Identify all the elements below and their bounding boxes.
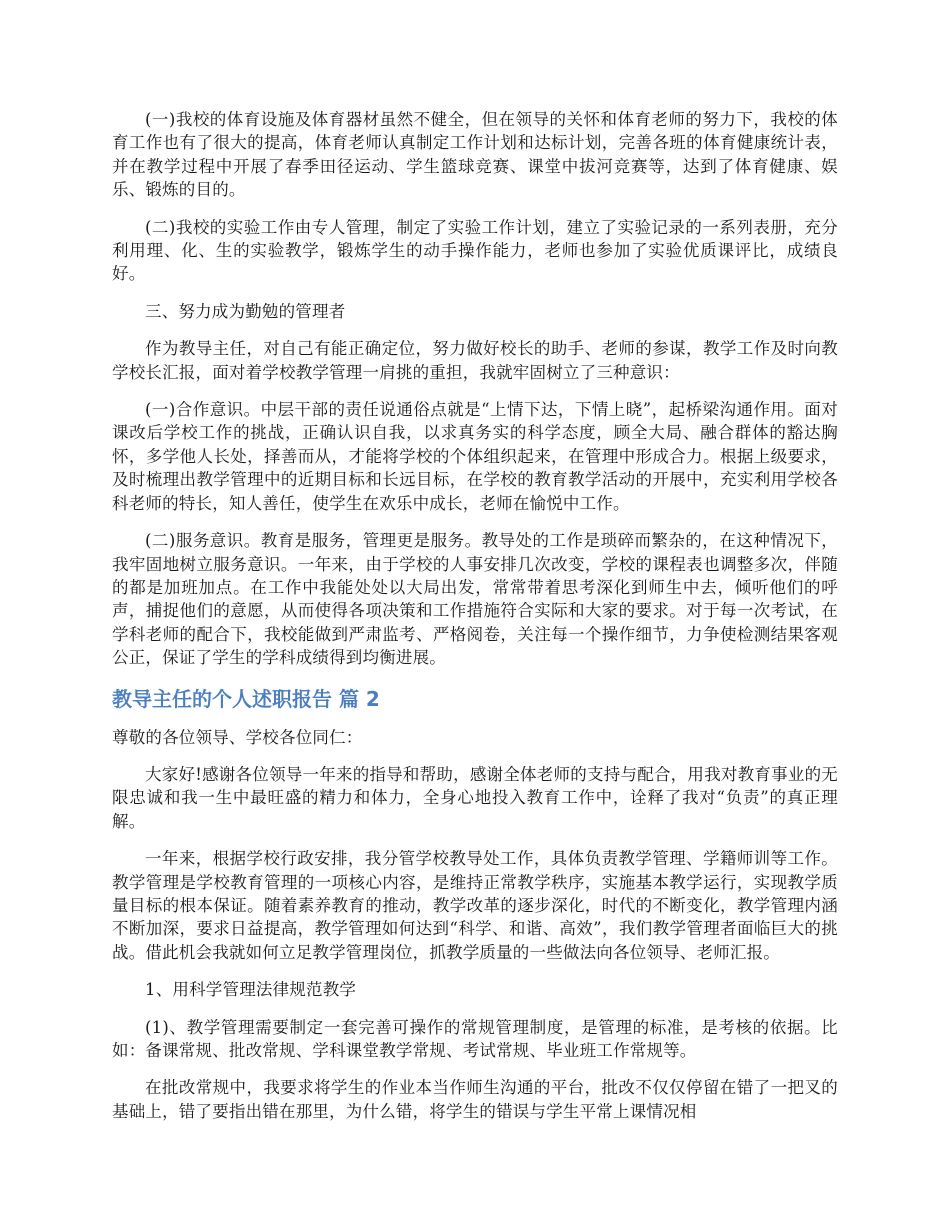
paragraph-cooperation-awareness: (一)合作意识。中层干部的责任说通俗点就是“上情下达，下情上晓”，起桥梁沟通作用。面对课改后学校工作的挑战，正确认识自我，以求真务实的科学态度，顾全大局、融合群体的豁达胸怀，多学他人长处，择善而从，才能将学校的个体组织起来，在管理中形成合力。根据上级要求，及时梳理出教学管理中的近期目标和长远目标，在学校的教育教学活动的开展中，充实利用学校各科老师的特长，知人善任，使学生在欢乐中成长，老师在愉悦中工作。 bbox=[112, 400, 838, 513]
paragraph-regulations: (1)、教学管理需要制定一套完善可操作的常规管理制度，是管理的标准，是考核的依据。比如：备课常规、批改常规、学科课堂教学常规、考试常规、毕业班工作常规等。 bbox=[112, 1017, 838, 1060]
paragraph-role-positioning: 作为教导主任，对自己有能正确定位，努力做好校长的助手、老师的参谋，教学工作及时向教学校长汇报，面对着学校教学管理一肩挑的重担，我就牢固树立了三种意识： bbox=[112, 339, 838, 382]
subsection-title-scientific-management: 1、用科学管理法律规范教学 bbox=[145, 980, 357, 1000]
paragraph-year-overview: 一年来，根据学校行政安排，我分管学校教导处工作，具体负责教学管理、学籍师训等工作。教学管理是学校教育管理的一项核心内容，是维持正常教学秩序，实施基本教学运行，实现教学质量目标的根本保证。随着素养教育的推动，教学改革的逐步深化，时代的不断变化，教学管理内涵不断加深，要求日益提高，教学管理如何达到“科学、和谐、高效”，我们教学管理者面临巨大的挑战。借此机会我就如何立足教学管理岗位，抓教学质量的一些做法向各位领导、老师汇报。 bbox=[112, 849, 838, 962]
section-title-diligent-manager: 三、努力成为勤勉的管理者 bbox=[145, 301, 346, 321]
paragraph-sports-facilities: (一)我校的体育设施及体育器材虽然不健全，但在领导的关怀和体育老师的努力下，我校的体育工作也有了很大的提高，体育老师认真制定工作计划和达标计划，完善各班的体育健康统计表，并在教学过程中开展了春季田径运动、学生篮球竞赛、课堂中拔河竞赛等，达到了体育健康、娱乐、锻炼的目的。 bbox=[112, 110, 838, 200]
paragraph-grading-routine: 在批改常规中，我要求将学生的作业本当作师生沟通的平台，批改不仅仅停留在错了一把叉的基础上，错了要指出错在那里，为什么错，将学生的错误与学生平常上课情况相 bbox=[112, 1078, 838, 1121]
greeting: 尊敬的各位领导、学校各位同仁： bbox=[112, 727, 363, 747]
paragraph-experiment-work: (二)我校的实验工作由专人管理，制定了实验工作计划，建立了实验记录的一系列表册，充分利用理、化、生的实验教学，锻炼学生的动手操作能力，老师也参加了实验优质课评比，成绩良好。 bbox=[112, 217, 838, 284]
paragraph-service-awareness: (二)服务意识。教育是服务，管理更是服务。教导处的工作是琐碎而繁杂的，在这种情况下，我牢固地树立服务意识。一年来，由于学校的人事安排几次改变，学校的课程表也调整多次，伴随的都是加班加点。在工作中我能处处以大局出发，常常带着思考深化到师生中去，倾听他们的呼声，捕捉他们的意愿，从而使得各项决策和工作措施符合实际和大家的要求。对于每一次考试，在学科老师的配合下，我校能做到严肃监考、严格阅卷，关注每一个操作细节，力争使检测结果客观公正，保证了学生的学科成绩得到均衡进展。 bbox=[112, 531, 838, 668]
paragraph-thanks: 大家好!感谢各位领导一年来的指导和帮助，感谢全体老师的支持与配合，用我对教育事业的无限忠诚和我一生中最旺盛的精力和体力，全身心地投入教育工作中，诠释了我对“负责”的真正理解。 bbox=[112, 764, 838, 831]
report-heading: 教导主任的个人述职报告 篇 2 bbox=[112, 686, 380, 711]
